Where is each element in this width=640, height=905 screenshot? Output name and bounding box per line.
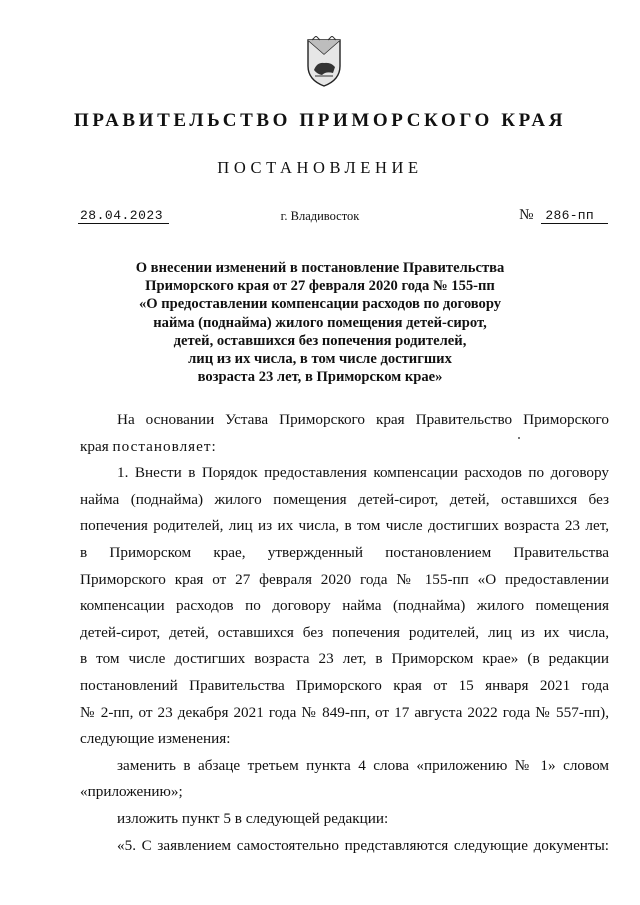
- coat-of-arms-icon: [302, 36, 346, 88]
- heading-line: Приморского края от 27 февраля 2020 года № 155-пп: [145, 278, 495, 295]
- body-line: следующие изменения:: [80, 730, 231, 748]
- document-heading: [120, 259, 520, 386]
- heading-line: найма (поднайма) жилого помещения детей-сирот,: [153, 314, 487, 331]
- heading-line: детей, оставшихся без попечения родителей,: [173, 332, 467, 349]
- body-line: № 2-пп, от 23 декабря 2021 года № 849-пп, от 17 августа 2022 года № 557-пп),: [80, 703, 609, 721]
- body-line: в Приморском крае, утвержденный постановлением Правительства: [80, 543, 609, 561]
- heading-line: лиц из их числа, в том числе достигших: [188, 351, 452, 368]
- number-sign: №: [519, 207, 534, 223]
- document-number: [519, 207, 608, 224]
- document-date: 28.04.2023: [78, 208, 169, 224]
- body-line: попечения родителей, лиц из их числа, в том числе достигших возраста 23 лет,: [80, 517, 609, 535]
- body-line: изложить пункт 5 в следующей редакции:: [117, 809, 389, 827]
- body-line: заменить в абзаце третьем пункта 4 слова «приложению № 1» словом: [117, 756, 609, 774]
- body-line: компенсации расходов по договору найма (поднайма) жилого помещения: [80, 597, 609, 615]
- body-line: Приморского края от 27 февраля 2020 года № 155-пп «О предоставлении: [80, 570, 609, 588]
- body-line: в том числе достигших возраста 23 лет, в Приморском крае» (в редакции: [80, 650, 609, 668]
- body-line: «приложению»;: [80, 783, 183, 801]
- body-line: 1. Внести в Порядок предоставления компенсации расходов по договору: [117, 464, 609, 482]
- body-line: На основании Устава Приморского края Правительство Приморского: [117, 411, 609, 428]
- body-line: «5. С заявлением самостоятельно представляются следующие документы:: [117, 836, 609, 854]
- body-line: постановлений Правительства Приморского края от 15 января 2021 года: [80, 676, 609, 694]
- document-body: [80, 407, 609, 859]
- heading-line: «О предоставлении компенсации расходов по договору: [138, 296, 502, 313]
- heading-line: О внесении изменений в постановление Правительства: [135, 260, 505, 276]
- body-line: найма (поднайма) жилого помещения детей-сирот, детей, оставшихся без: [80, 490, 609, 508]
- number-value: 286-пп: [541, 208, 608, 224]
- body-line: детей-сирот, детей, оставшихся без попечения родителей, лиц из их числа,: [80, 623, 609, 641]
- government-title: ПРАВИТЕЛЬСТВО ПРИМОРСКОГО КРАЯ: [73, 110, 567, 131]
- document-type: ПОСТАНОВЛЕНИЕ: [217, 158, 423, 177]
- resolves-word: постановляет:: [112, 437, 217, 455]
- document-city: г. Владивосток: [280, 209, 360, 223]
- body-line: [80, 434, 609, 461]
- heading-line: возраста 23 лет, в Приморском крае»: [197, 369, 443, 386]
- preamble-word: края: [80, 437, 109, 455]
